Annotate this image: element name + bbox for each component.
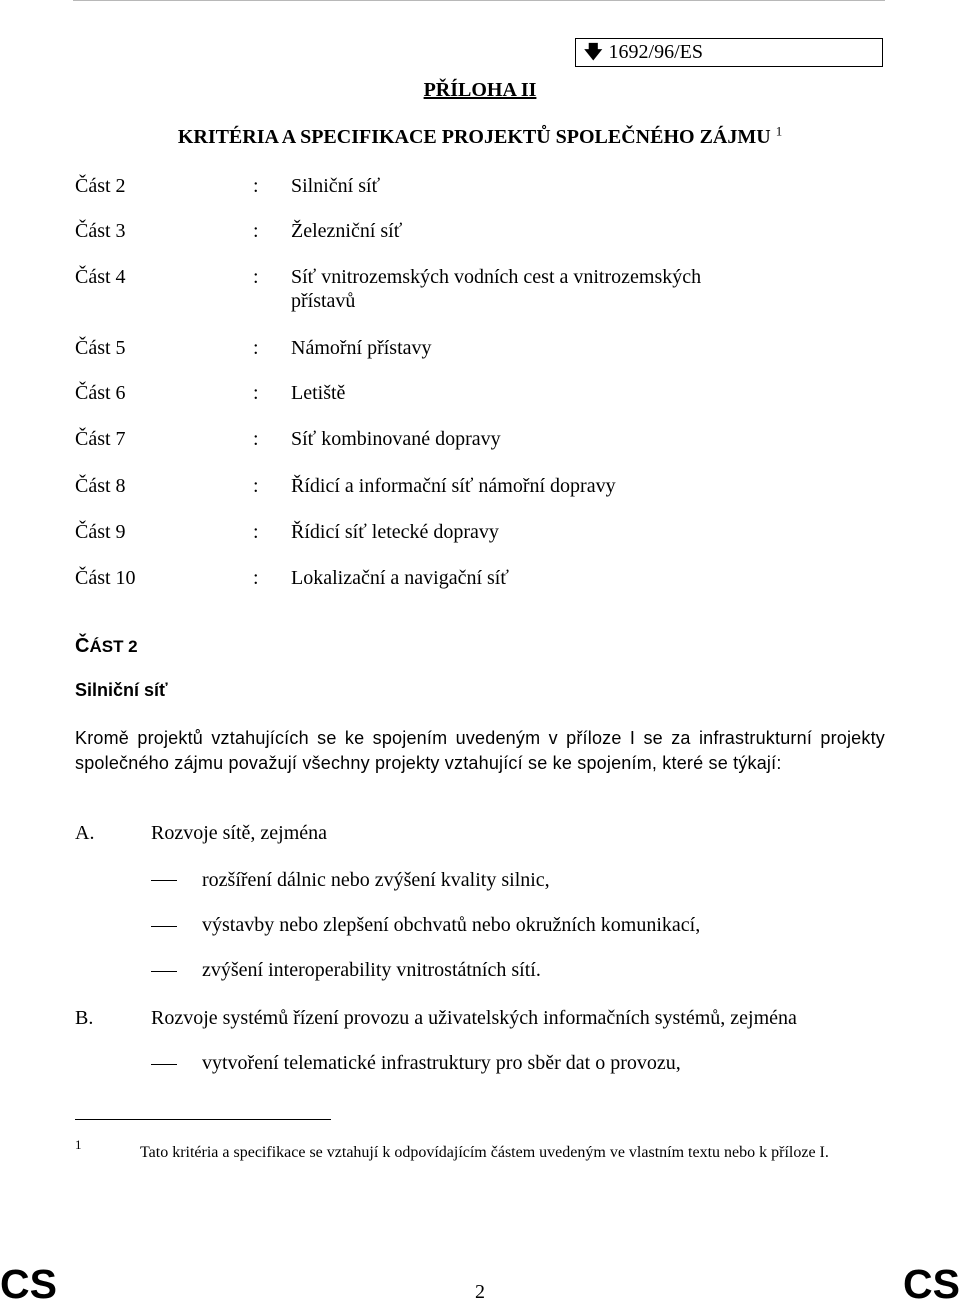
part-name: Silniční síť [291, 175, 381, 197]
list-item: zvýšení interoperability vnitrostátních sítí. [202, 959, 541, 981]
part-name: Síť kombinované dopravy [291, 428, 501, 450]
part-name: Síť vnitrozemských vodních cest a vnitrozemských přístavů [291, 266, 702, 312]
part-label: Část 9 [75, 521, 126, 543]
part-label: Část 2 [75, 175, 126, 197]
part-name: Námořní přístavy [291, 337, 432, 359]
language-code-right: CS [903, 1261, 960, 1307]
separator: : [253, 428, 259, 450]
separator: : [253, 337, 259, 359]
intro-paragraph: Kromě projektů vztahujících se ke spojením uvedeným v příloze I se za infrastrukturní projekty společného zájmu považují všechny projekty vztahující se ke spojením, které se týkají: [75, 728, 885, 773]
separator: : [253, 220, 259, 242]
part-label: Část 3 [75, 220, 126, 242]
part-name: Letiště [291, 382, 346, 404]
dash-bullet [151, 880, 177, 881]
item-text: Rozvoje systémů řízení provozu a uživatelských informačních systémů, zejména [151, 1007, 797, 1029]
part-label: Část 10 [75, 567, 136, 589]
footnote-rule [75, 1119, 331, 1120]
document-reference [575, 38, 883, 67]
part-label: Část 8 [75, 475, 126, 497]
separator: : [253, 567, 259, 589]
section-name: Silniční síť [75, 680, 168, 700]
part-name: Řídicí síť letecké dopravy [291, 521, 499, 543]
part-name: Železniční síť [291, 220, 403, 242]
footnote-number: 1 [75, 1137, 82, 1152]
item-letter: A. [75, 822, 95, 844]
language-code-left: CS [0, 1261, 57, 1307]
annex-title: PŘÍLOHA II [423, 79, 537, 101]
part-label: Část 6 [75, 382, 126, 404]
top-rule [73, 0, 885, 1]
part-name: Řídicí a informační síť námořní dopravy [291, 475, 616, 497]
part-label: Část 4 [75, 266, 126, 288]
footnote-text: Tato kritéria a specifikace se vztahují k odpovídajícím částem uvedeným ve vlastním textu nebo k příloze I. [140, 1144, 829, 1161]
dash-bullet [151, 1064, 177, 1065]
list-item: výstavby nebo zlepšení obchvatů nebo okružních komunikací, [202, 914, 701, 936]
item-letter: B. [75, 1007, 94, 1029]
separator: : [253, 521, 259, 543]
separator: : [253, 475, 259, 497]
part-name: Lokalizační a navigační síť [291, 567, 509, 589]
section-heading: ČÁST 2 [75, 635, 138, 657]
down-arrow-icon: 🡇 [584, 42, 603, 63]
separator: : [253, 382, 259, 404]
separator: : [253, 266, 259, 288]
item-text: Rozvoje sítě, zejména [151, 822, 328, 844]
part-label: Část 7 [75, 428, 126, 450]
reference-number: 1692/96/ES [608, 41, 703, 63]
dash-bullet [151, 926, 177, 927]
list-item: rozšíření dálnic nebo zvýšení kvality silnic, [202, 869, 550, 891]
page-number: 2 [475, 1281, 485, 1303]
list-item: vytvoření telematické infrastruktury pro sběr dat o provozu, [202, 1052, 681, 1074]
part-label: Část 5 [75, 337, 126, 359]
annex-subtitle: KRITÉRIA A SPECIFIKACE PROJEKTŮ SPOLEČNÉHO ZÁJMU $^1$ [177, 123, 783, 148]
separator: : [253, 175, 259, 197]
dash-bullet [151, 971, 177, 972]
footnote-reference[interactable]: 1 [775, 123, 783, 139]
